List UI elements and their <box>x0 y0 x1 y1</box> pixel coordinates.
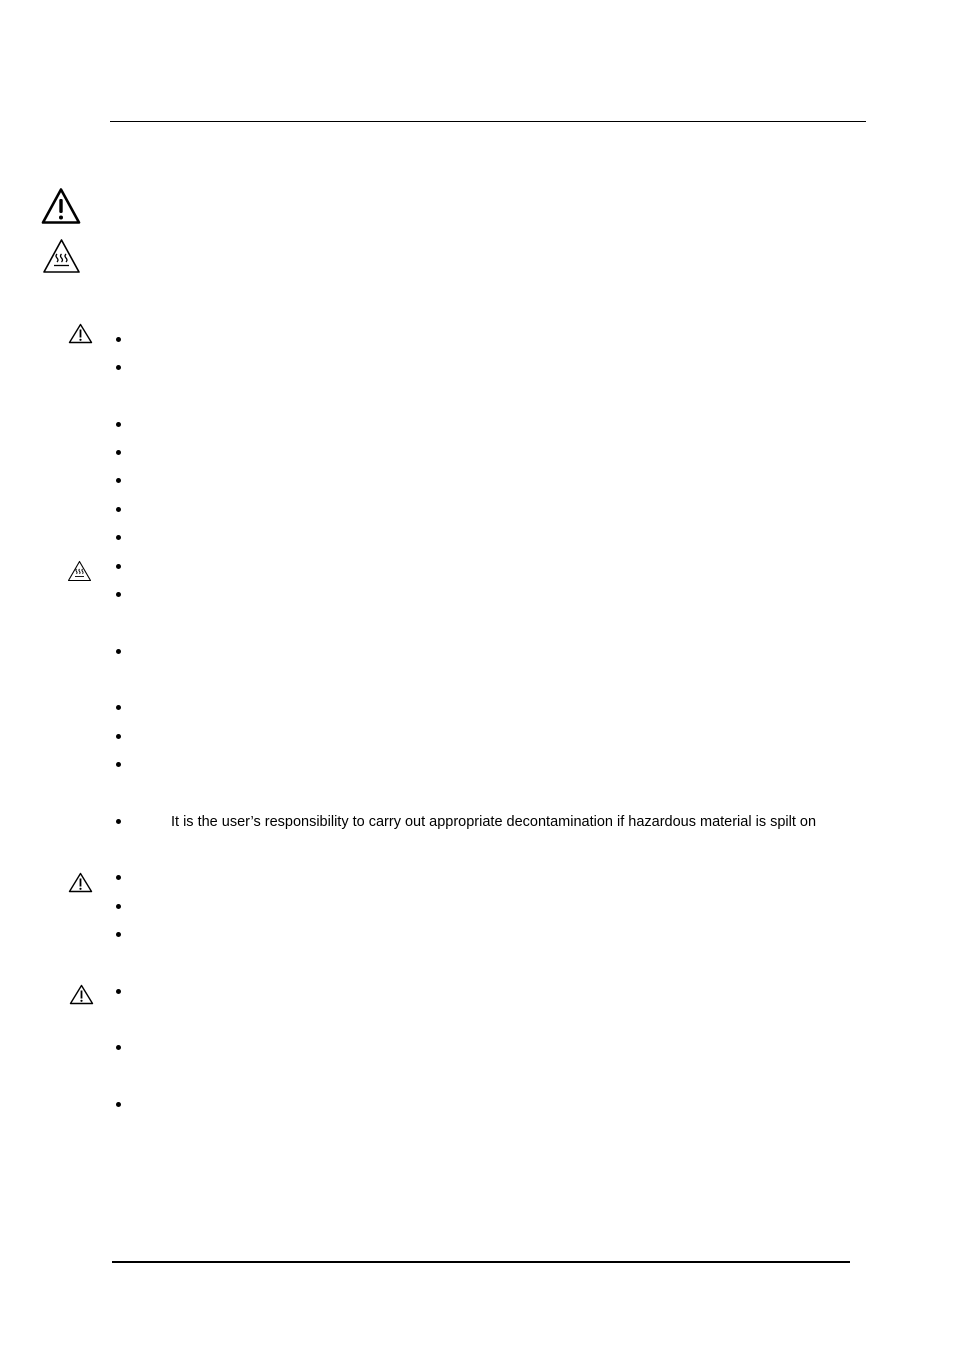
list-bullet <box>116 592 121 597</box>
list-bullet <box>116 734 121 739</box>
list-bullet <box>116 705 121 710</box>
list-bullet <box>116 762 121 767</box>
warning-triangle-icon <box>41 187 81 225</box>
hot-surface-icon <box>42 238 81 274</box>
warning-triangle-icon <box>68 323 93 344</box>
hot-surface-icon <box>67 560 92 582</box>
list-bullet <box>116 875 121 880</box>
footer-rule <box>112 1261 850 1263</box>
list-bullet <box>116 478 121 483</box>
warning-triangle-icon <box>69 984 94 1005</box>
list-bullet <box>116 989 121 994</box>
list-bullet <box>116 819 121 824</box>
list-bullet <box>116 507 121 512</box>
list-bullet <box>116 932 121 937</box>
list-bullet <box>116 365 121 370</box>
list-bullet <box>116 422 121 427</box>
list-bullet <box>116 450 121 455</box>
list-bullet <box>116 535 121 540</box>
header-rule <box>110 121 866 122</box>
list-bullet <box>116 649 121 654</box>
decontamination-text: It is the user’s responsibility to carry out appropriate decontamination if hazardous material is spilt on <box>171 814 817 830</box>
list-bullet <box>116 564 121 569</box>
list-bullet <box>116 337 121 342</box>
list-bullet <box>116 1045 121 1050</box>
warning-triangle-icon <box>68 872 93 893</box>
list-bullet <box>116 1102 121 1107</box>
list-bullet <box>116 904 121 909</box>
